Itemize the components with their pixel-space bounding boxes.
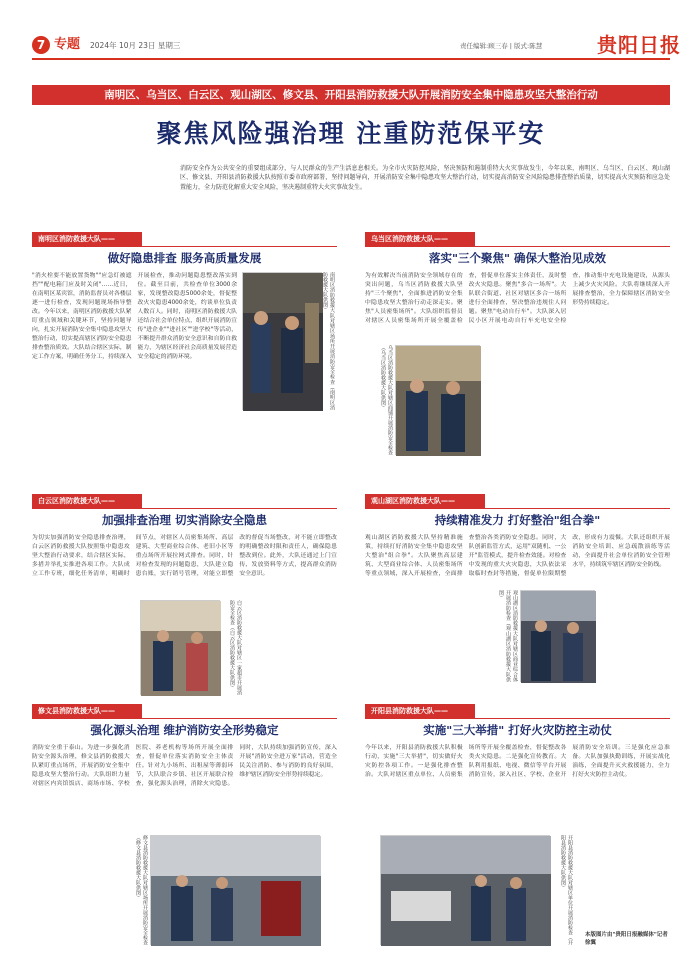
photo-guanshanhu-image xyxy=(521,591,596,683)
section-tag-xiuwen: 修文县消防救援大队—— xyxy=(32,704,142,718)
header-rule xyxy=(32,58,670,60)
photo-caption-nanming: 南明区消防救援大队对辖区场所开展消防安全检查（南明区消防救援大队供图） xyxy=(322,272,335,410)
section-tag-guanshanhu: 观山湖区消防救援大队—— xyxy=(365,494,485,508)
article-title-wudang: 落实"三个聚焦" 确保大整治见成效 xyxy=(429,251,606,265)
photo-caption-wudang: 乌当区消防救援大队对辖区商铺开展消防安全检查（乌当区消防救援大队供图） xyxy=(380,345,393,455)
section-tag-nanming: 南明区消防救援大队—— xyxy=(32,232,142,246)
photo-caption-guanshanhu: 观山湖区消防救援大队对辖区商业综合体开展消防检查（观山湖区消防救援大队供图） xyxy=(498,590,518,682)
photo-xiuwen xyxy=(150,835,320,945)
photo-kaiyang xyxy=(380,835,550,945)
editors-line: 责任编辑:顾三春 | 版式:陈慧 xyxy=(460,42,543,50)
photo-credit: 本版图片由"贵阳日报融媒体"记者 徐翼 xyxy=(585,932,668,946)
photo-baiyun xyxy=(140,600,220,695)
issue-date: 2024年 10月 23日 星期三 xyxy=(90,41,181,50)
photo-baiyun-image xyxy=(141,601,221,696)
photo-nanming xyxy=(242,272,322,410)
article-body-kaiyang: 今年以来，开阳县消防救援大队积极行动，实施"三大举措"，切实做好火灾防控各项工作。一是强化排查整治。大队对辖区重点单位、人员密集场所等开展全覆盖检查，督促整改各类火灾隐患。二是强化宣传教育。大队利用报纸、电视、微信等平台开展消防宣传，深入社区、学校、企业开展消防安全培训。三是强化应急准备。大队加强执勤训练，开展实战化演练，全面提升灭火救援能力，全力打好火灾防控主动仗。 xyxy=(365,745,670,778)
section-tag-wudang: 乌当区消防救援大队—— xyxy=(365,232,475,246)
photo-caption-kaiyang: 开阳县消防救援大队对辖区单位开展消防检查（开阳县消防救援大队供图） xyxy=(560,835,573,945)
article-title-xiuwen: 强化源头治理 维护消防安全形势稳定 xyxy=(90,723,279,737)
section-label: 专题 xyxy=(54,37,81,52)
section-tag-kaiyang: 开阳县消防救援大队—— xyxy=(365,704,475,718)
section-rule xyxy=(365,508,670,509)
photo-caption-baiyun: 白云区消防救援大队对辖区一家超市开展消防安全检查（白云区消防救援大队供图） xyxy=(229,600,242,695)
article-body-xiuwen: 消防安全重于泰山。为进一步强化消防安全源头治理，修文县消防救援大队紧盯重点场所，开展消防安全集中隐患攻坚大整治行动。大队组织力量对辖区内宾馆饭店、商场市场、学校医院、养老机构等场所开展全面排查，督促单位落实消防安全主体责任。针对九小场所、出租屋等薄弱环节，大队联合乡镇、社区开展联合检查，强化源头治理，消除火灾隐患。同时，大队持续加强消防宣传，深入开展"消防安全进万家"活动，营造全民关注消防、参与消防的良好氛围，维护辖区消防安全形势持续稳定。 xyxy=(32,745,337,787)
photo-wudang xyxy=(395,345,480,455)
photo-nanming-image xyxy=(243,273,323,411)
article-body-guanshanhu: 观山湖区消防救援大队坚持精准施策，持续打好消防安全集中隐患攻坚大整治"组合拳"。大队聚焦高层建筑、大型商业综合体、人员密集场所等重点领域，深入开展检查，全面排查整治各类消防安全隐患。同时，大队创新监管方式，运用"双随机、一公开"监管模式，提升检查效能。对检查中发现的重大火灾隐患，大队依法采取临时查封等措施，督促单位限期整改，形成有力震慑。大队还组织开展消防安全培训、应急疏散演练等活动，全面提升社会单位消防安全管理水平，持续筑牢辖区消防安全防线。 xyxy=(365,535,670,577)
article-title-baiyun: 加强排查治理 切实消除安全隐患 xyxy=(101,513,267,527)
article-body-nanming: "消火栓要不能放置货物""应急灯被遮挡""配电箱门应及时关闭"……近日，在南明区某宾馆，消防监督员对各楼层逐一进行检查，发现问题现场指导整改。今年以来，南明区消防救援大队紧盯重点领域和关键环节，坚持问题导向，扎实开展消防安全集中隐患攻坚大整治行动，切实提高辖区消防安全隐患排查整治质效。大队结合辖区实际，制定工作方案，明确任务分工，持续深入开展检查，推动问题隐患整改落实到位。截至目前，共检查单位3000余家，发现整改隐患5000余处，督促整改火灾隐患4000余处，约谈单位负责人数百人。同时，南明区消防救援大队还结合社会单位特点，组织开展消防宣传"进企业""进社区""进学校"等活动，不断提升群众消防安全意识和自防自救能力，为辖区经济社会高质量发展营造安全稳定的消防环境。 xyxy=(32,273,237,360)
photo-caption-xiuwen: 修文县消防救援大队对辖区场所开展消防安全检查（修文县消防救援大队供图） xyxy=(135,835,148,945)
photo-wudang-image xyxy=(396,346,481,456)
article-title-guanshanhu: 持续精准发力 打好整治"组合拳" xyxy=(434,513,601,527)
article-title-kaiyang: 实施"三大举措" 打好火灾防控主动仗 xyxy=(423,723,612,737)
photo-guanshanhu xyxy=(520,590,595,682)
section-rule xyxy=(32,246,337,247)
lead-paragraph: 消防安全作为公共安全的重要组成部分，与人民群众的生产生活息息相关。为全市火灾防控风险，坚决预防和遏制重特大火灾事故发生，今年以来，南明区、乌当区、白云区、观山湖区、修文县、开阳县消防救援大队按照市委市政府部署，坚持问题导向，开展消防安全集中隐患攻坚大整治行动，切实提高消防安全风险隐患排查整治质量，切实提高火灾预防和应急处置能力，全力防范化解重大安全风险，坚决遏制重特大火灾事故发生。 xyxy=(180,165,670,191)
section-rule xyxy=(32,508,337,509)
page-number-badge: 7 xyxy=(32,36,50,54)
section-rule xyxy=(365,246,670,247)
newspaper-logo: 贵阳日报 xyxy=(597,33,681,57)
article-title-nanming: 做好隐患排查 服务高质量发展 xyxy=(107,251,262,265)
section-rule xyxy=(32,718,337,719)
article-body-baiyun: 为切实加强消防安全隐患排查治理，白云区消防救援大队按照集中隐患攻坚大整治行动要求，结合辖区实际，多措并举扎实推进各项工作。大队成立工作专班，细化任务清单，明确时间节点，对辖区人员密集场所、高层建筑、大型商业综合体、老旧小区等重点场所开展拉网式排查。同时，针对检查发现的问题隐患，大队建立隐患台账，实行销号管理，对能立即整改的督促当场整改，对不能立即整改的明确整改时限和责任人，确保隐患整改到位。此外，大队还通过上门宣传、发放资料等方式，提高群众消防安全意识。 xyxy=(32,535,337,577)
banner-title: 南明区、乌当区、白云区、观山湖区、修文县、开阳县消防救援大队开展消防安全集中隐患攻坚大整治行动 xyxy=(104,89,598,101)
section-rule xyxy=(365,718,670,719)
page-headline: 聚焦风险强治理 注重防范保平安 xyxy=(156,119,546,148)
photo-kaiyang-image xyxy=(381,836,551,946)
section-tag-baiyun: 白云区消防救援大队—— xyxy=(32,494,142,508)
article-body-wudang: 为有效解决当前消防安全领域存在的突出问题，乌当区消防救援大队坚持"三个聚焦"，全面推进消防安全集中隐患攻坚大整治行动走深走实。聚焦"人员密集场所"。大队组织监督员对辖区人员密集场所开展全覆盖检查，督促单位落实主体责任，及时整改火灾隐患。聚焦"多合一场所"。大队联合街道、社区对辖区多合一场所进行全面排查，坚决整治违规住人问题。聚焦"电动自行车"。大队深入居民小区开展电动自行车充电安全检查，推动集中充电设施建设，从源头上减少火灾风险。大队将继续深入开展排查整治，全力保障辖区消防安全形势持续稳定。 xyxy=(365,273,670,324)
photo-xiuwen-image xyxy=(151,836,321,946)
